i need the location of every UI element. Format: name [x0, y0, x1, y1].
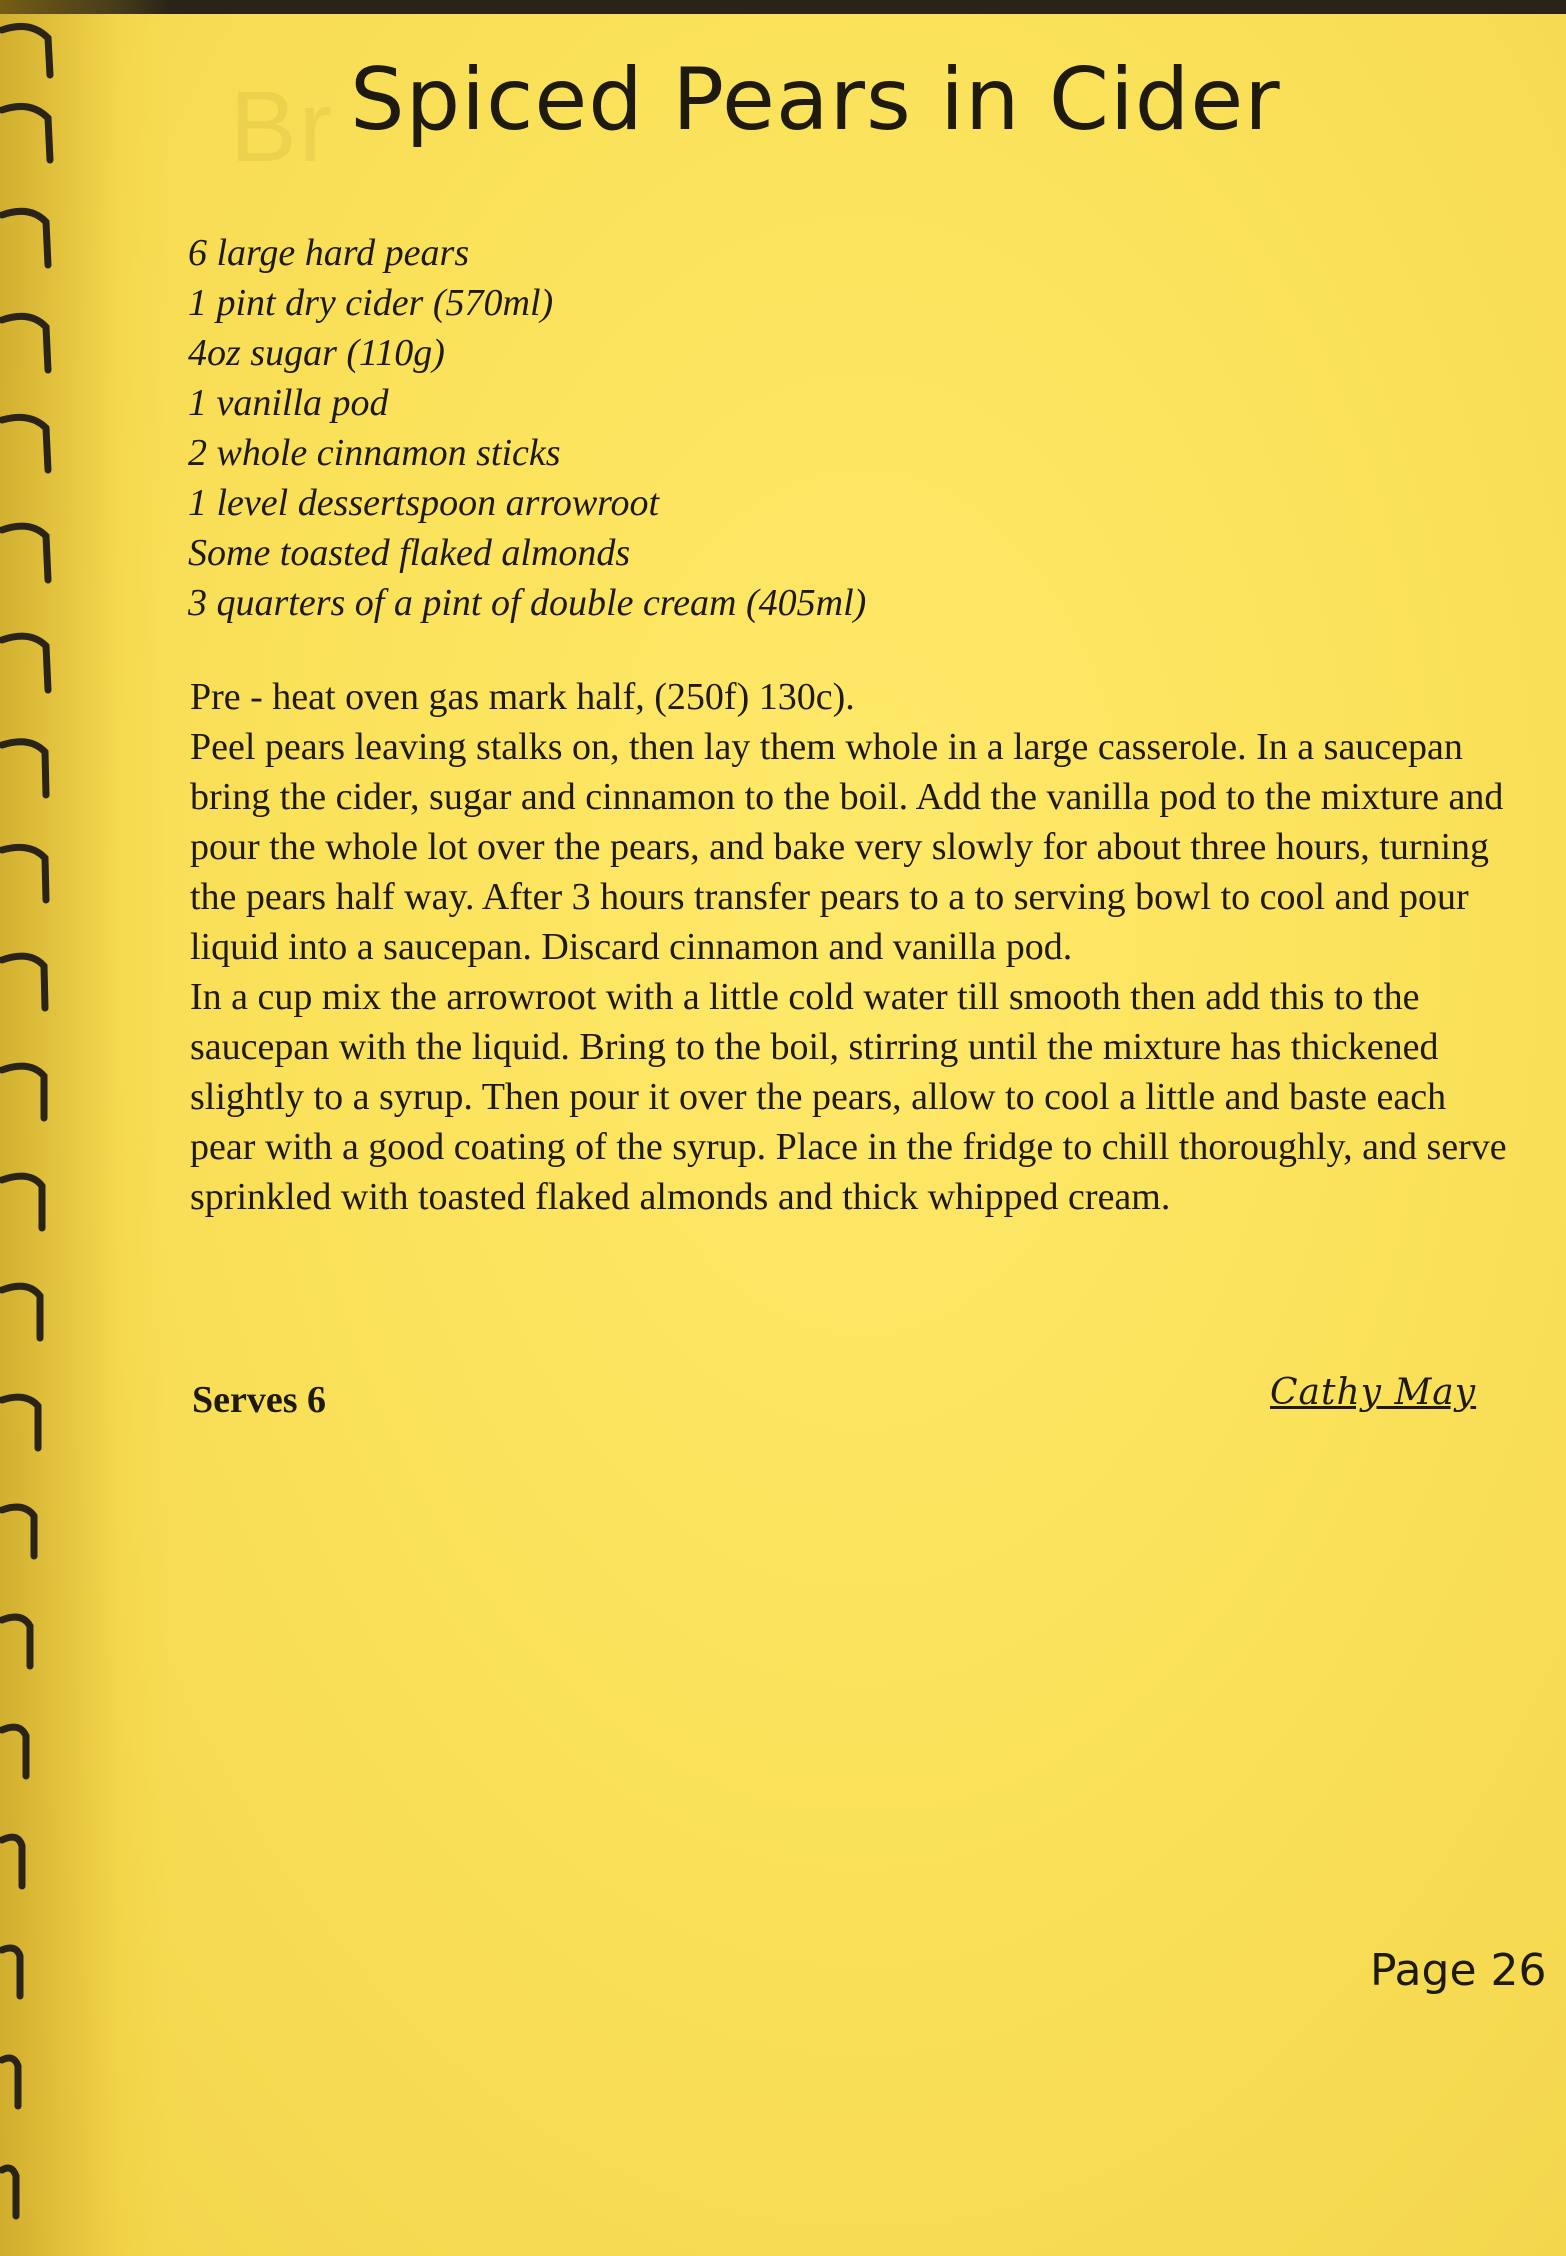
spiral-binding-icon	[0, 0, 80, 2256]
ingredient-item: 1 level dessertspoon arrowroot	[188, 482, 660, 524]
ingredient-item: 6 large hard pears	[188, 232, 470, 274]
serves-count: Serves 6	[192, 1379, 327, 1421]
ingredient-item: Some toasted flaked almonds	[188, 532, 631, 574]
ingredient-list	[188, 228, 866, 628]
method-text	[190, 672, 1510, 1222]
ingredient-item: 1 vanilla pod	[188, 382, 389, 424]
ingredient-item: 2 whole cinnamon sticks	[188, 432, 561, 474]
ingredient-item: 1 pint dry cider (570ml)	[188, 282, 554, 324]
method-paragraph: Peel pears leaving stalks on, then lay them whole in a large casserole. In a saucepan bring the cider, sugar and cinnamon to the boil. Add the vanilla pod to the mixture and pour the whole lot over the pears, and bake very slowly for about three hours, turning the pears half way. After 3 hours transfer pears to a to serving bowl to cool and pour liquid into a saucepan. Discard cinnamon and vanilla pod.	[190, 726, 1504, 968]
method-paragraph: Pre - heat oven gas mark half, (250f) 130c).	[190, 676, 855, 718]
ingredient-item: 3 quarters of a pint of double cream (405ml)	[188, 582, 867, 624]
recipe-title: Spiced Pears in Cider	[350, 50, 1281, 150]
page-number: Page 26	[1370, 1945, 1547, 1996]
method-paragraph: In a cup mix the arrowroot with a little cold water till smooth then add this to the saucepan with the liquid. Bring to the boil, stirring until the mixture has thickened slightly to a syrup. Then pour it over the pears, allow to cool a little and baste each pear with a good coating of the syrup. Place in the fridge to chill thoroughly, and serve sprinkled with toasted flaked almonds and thick whipped cream.	[190, 976, 1507, 1218]
page-top-edge	[0, 0, 1566, 14]
ingredient-item: 4oz sugar (110g)	[188, 332, 445, 374]
author-signature: Cathy May	[1270, 1372, 1477, 1413]
show-through-title: Br	[230, 71, 334, 183]
